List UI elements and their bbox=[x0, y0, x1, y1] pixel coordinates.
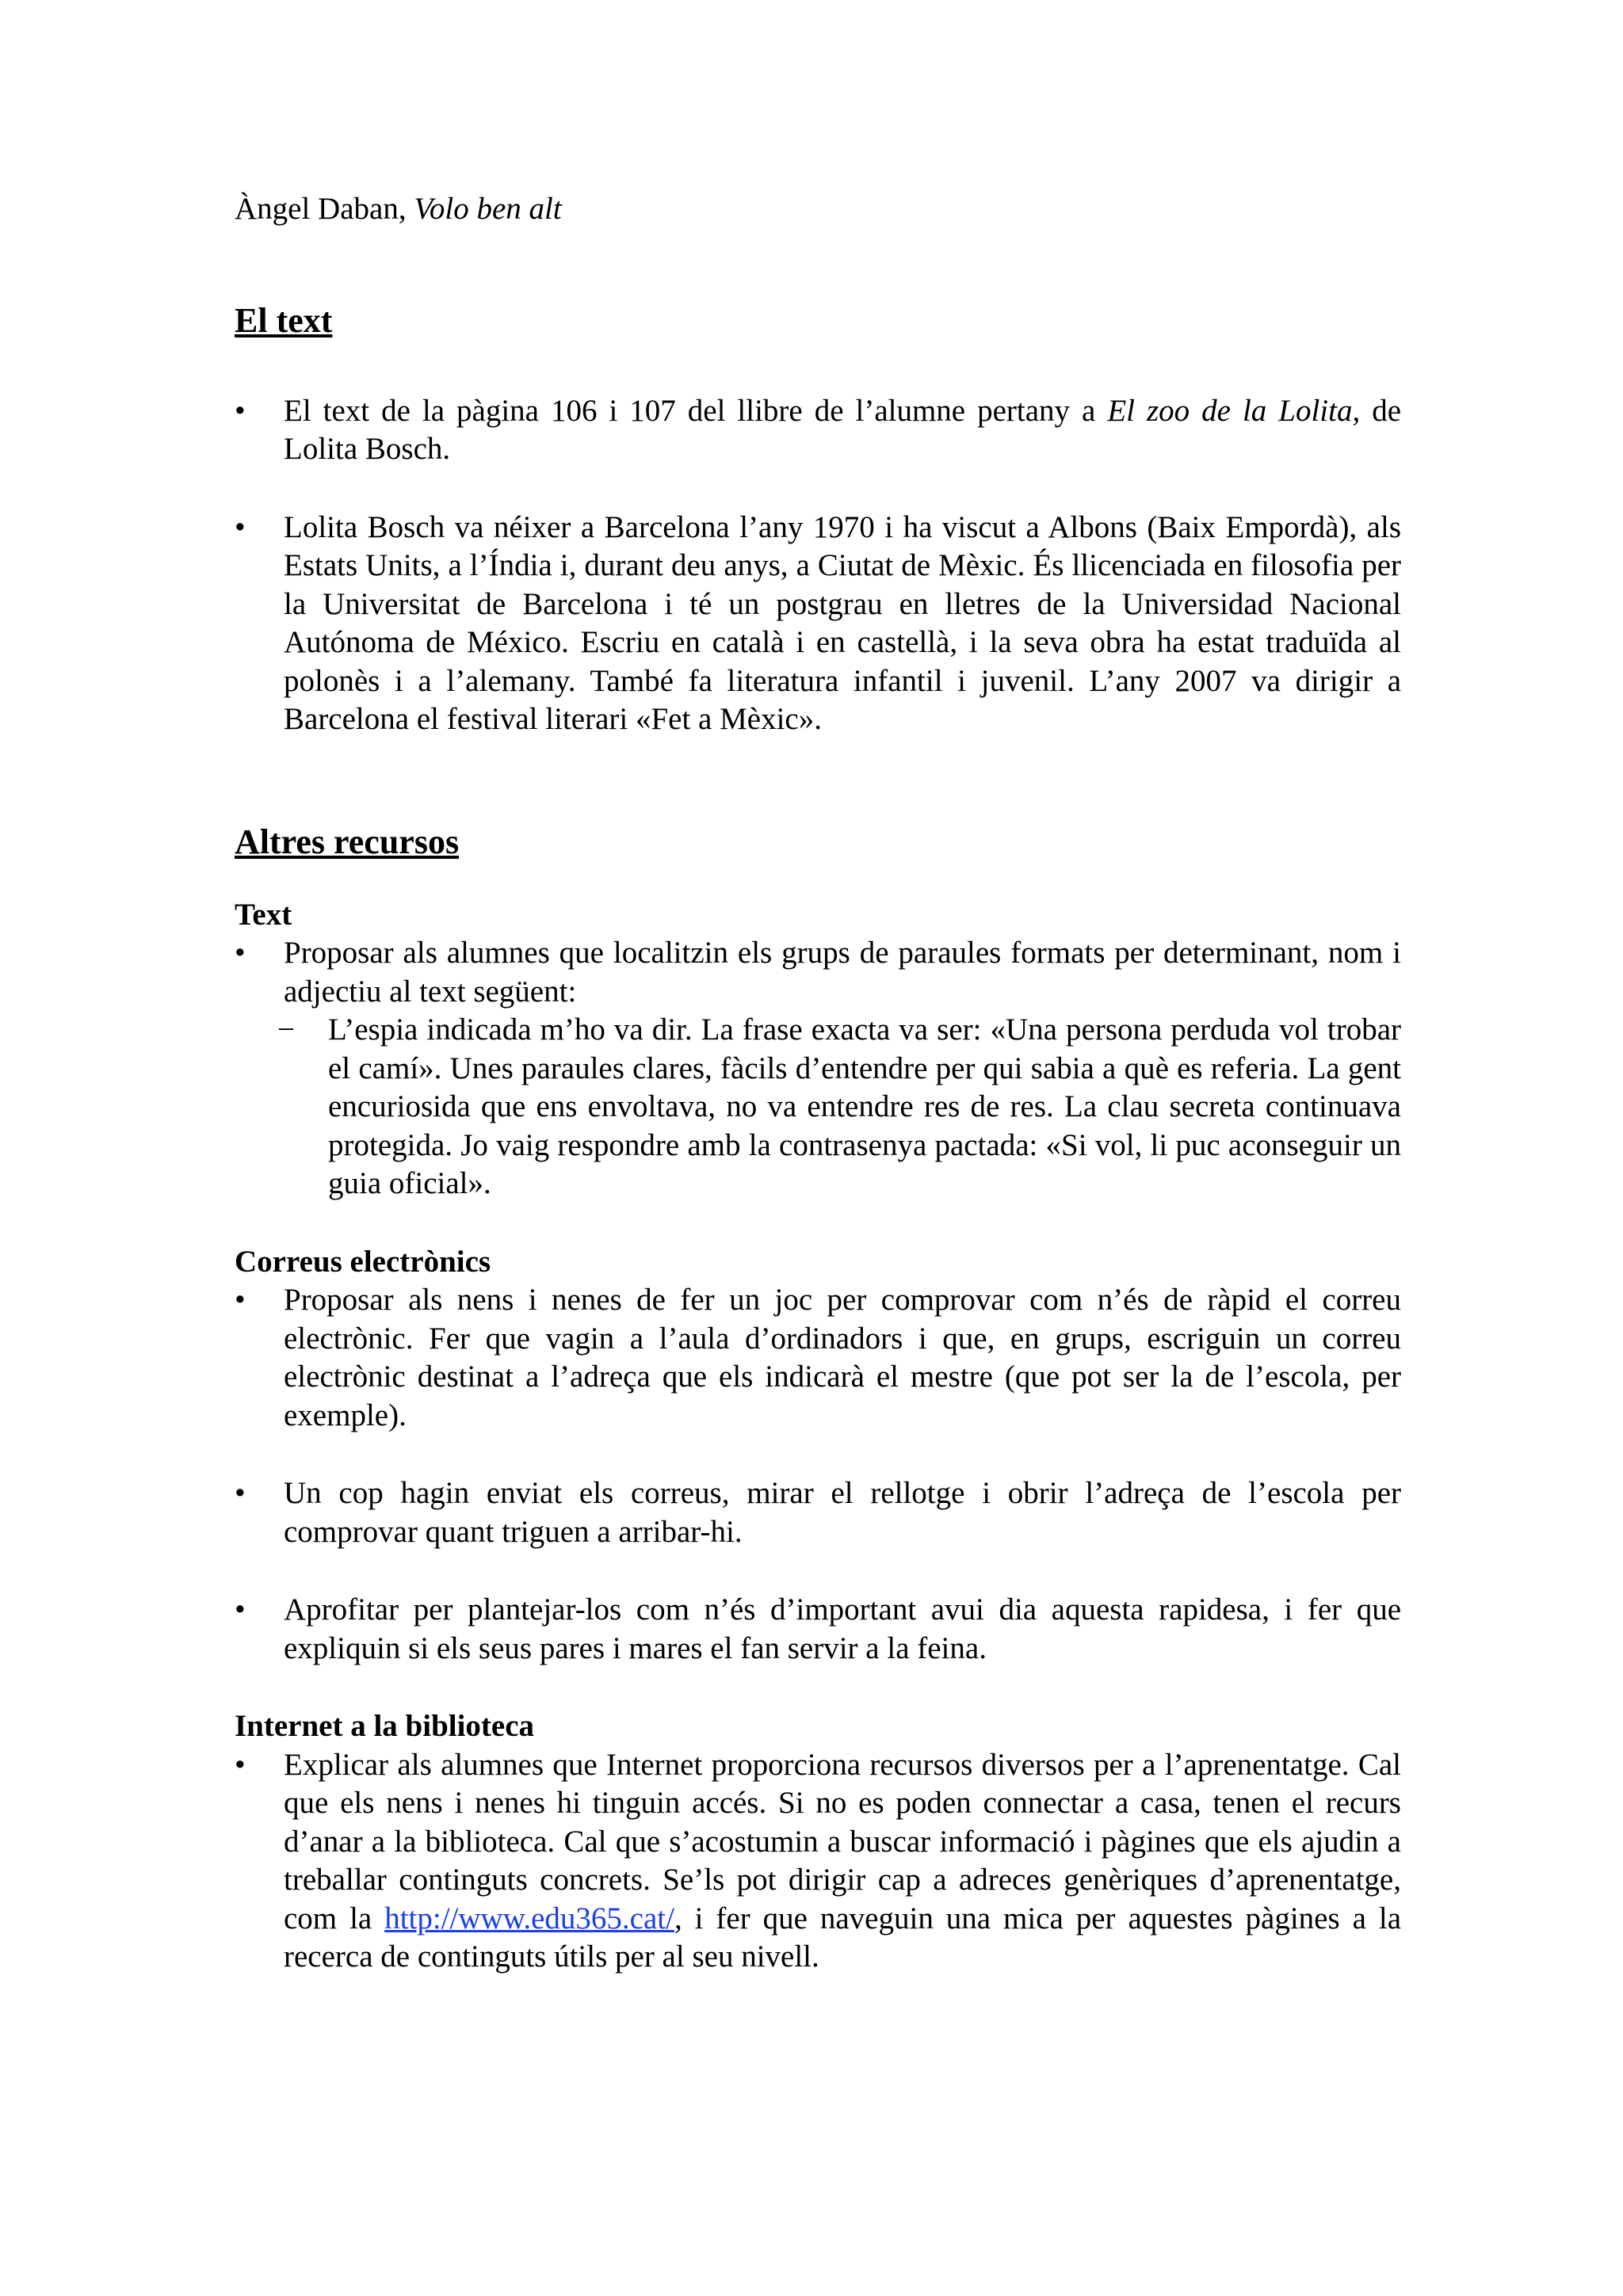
document-body bbox=[235, 190, 1401, 1977]
list-item bbox=[235, 392, 1401, 469]
bullet-icon: • bbox=[235, 1747, 246, 1782]
section-heading-el-text: El text bbox=[235, 300, 333, 340]
list-item-text: Proposar als alumnes que localitzin els grups de paraules formats per determinant, nom i adjectiu al text següent: bbox=[284, 936, 1401, 1009]
edu365-link[interactable]: http://www.edu365.cat/ bbox=[384, 1901, 674, 1936]
list-item bbox=[235, 934, 1401, 1011]
list-item-text: Proposar als nens i nenes de fer un joc per comprovar com n’és de ràpid el correu electrònic. Fer que vagin a l’aula d’ordinadors i que, en grups, escriguin un correu electrònic destinat a l’adreça que els indicarà el mestre (que pot ser la de l’escola, per exemple). bbox=[284, 1283, 1401, 1432]
list-item bbox=[235, 1281, 1401, 1435]
list-item-text: , i fer que naveguin una mica per aquestes pàgines a la recerca de continguts útils per al seu nivell. bbox=[284, 1901, 1402, 1974]
book-title-italic: El zoo de la Lolita bbox=[1107, 393, 1353, 428]
list-item bbox=[235, 509, 1401, 739]
book-title: Volo ben alt bbox=[414, 192, 562, 226]
bullet-icon: • bbox=[235, 509, 246, 544]
bullet-icon: • bbox=[235, 393, 246, 428]
list-item bbox=[235, 1474, 1401, 1551]
sub-list-item-text: L’espia indicada m’ho va dir. La frase exacta va ser: «Una persona perduda vol trobar el camí». Unes paraules clares, fàcils d’entendre per qui sabia a què es referia. La gent encuriosida que ens envoltava, no va entendre res de res. La clau secreta continuava protegida. Jo vaig respondre amb la contrasenya pactada: «Si vol, li puc aconseguir un guia oficial». bbox=[328, 1013, 1401, 1200]
list-item bbox=[235, 1591, 1401, 1668]
bullet-icon: • bbox=[235, 936, 246, 970]
section-heading-altres-recursos: Altres recursos bbox=[235, 822, 460, 861]
author-name: Àngel Daban, bbox=[235, 192, 407, 226]
list-item-text: Explicar als alumnes que Internet proporciona recursos diversos per a l’aprenentatge. Cal que els nens i nenes hi tinguin accés. Si no es poden connectar a casa, tenen el recurs d’anar a la biblioteca. Cal que s’acostumin a buscar informació i pàgines que els ajudin a treballar continguts concrets. Se’ls pot dirigir cap a adreces genèriques d’aprenentatge, com la bbox=[284, 1747, 1401, 1936]
list-item-text: El text de la pàgina 106 i 107 del llibre de l’alumne pertany a bbox=[284, 393, 1096, 428]
subsection-title-text: Text bbox=[235, 897, 292, 932]
list-item-text: , de Lolita Bosch. bbox=[284, 393, 1402, 466]
bullet-icon: • bbox=[235, 1592, 246, 1627]
list-item-text: Lolita Bosch va néixer a Barcelona l’any 1970 i ha viscut a Albons (Baix Empordà), als Estats Units, a l’Índia i, durant deu anys, a Ciutat de Mèxic. És llicenciada en filosofia per la Universitat de Barcelona i té un postgrau en lletres de la Universidad Nacional Autónoma de México. Escriu en català i en castellà, i la seva obra ha estat traduïda al polonès i a l’alemany. També fa literatura infantil i juvenil. L’any 2007 va dirigir a Barcelona el festival literari «Fet a Mèxic». bbox=[284, 509, 1401, 736]
subsection-title-correus: Correus electrònics bbox=[235, 1244, 491, 1279]
bullet-icon: • bbox=[235, 1283, 246, 1317]
bullet-icon: • bbox=[235, 1476, 246, 1510]
list-item bbox=[235, 1746, 1401, 1977]
list-item-text: Aprofitar per plantejar-los com n’és d’important avui dia aquesta rapidesa, i fer que expliquin si els seus pares i mares el fan servir a la feina. bbox=[284, 1592, 1401, 1665]
sub-list-item bbox=[235, 1011, 1401, 1203]
subsection-title-internet: Internet a la biblioteca bbox=[235, 1709, 535, 1743]
list-item-text: Un cop hagin enviat els correus, mirar el rellotge i obrir l’adreça de l’escola per comprovar quant triguen a arribar-hi. bbox=[284, 1476, 1401, 1549]
document-header bbox=[235, 190, 1401, 229]
dash-icon: − bbox=[277, 1013, 295, 1047]
